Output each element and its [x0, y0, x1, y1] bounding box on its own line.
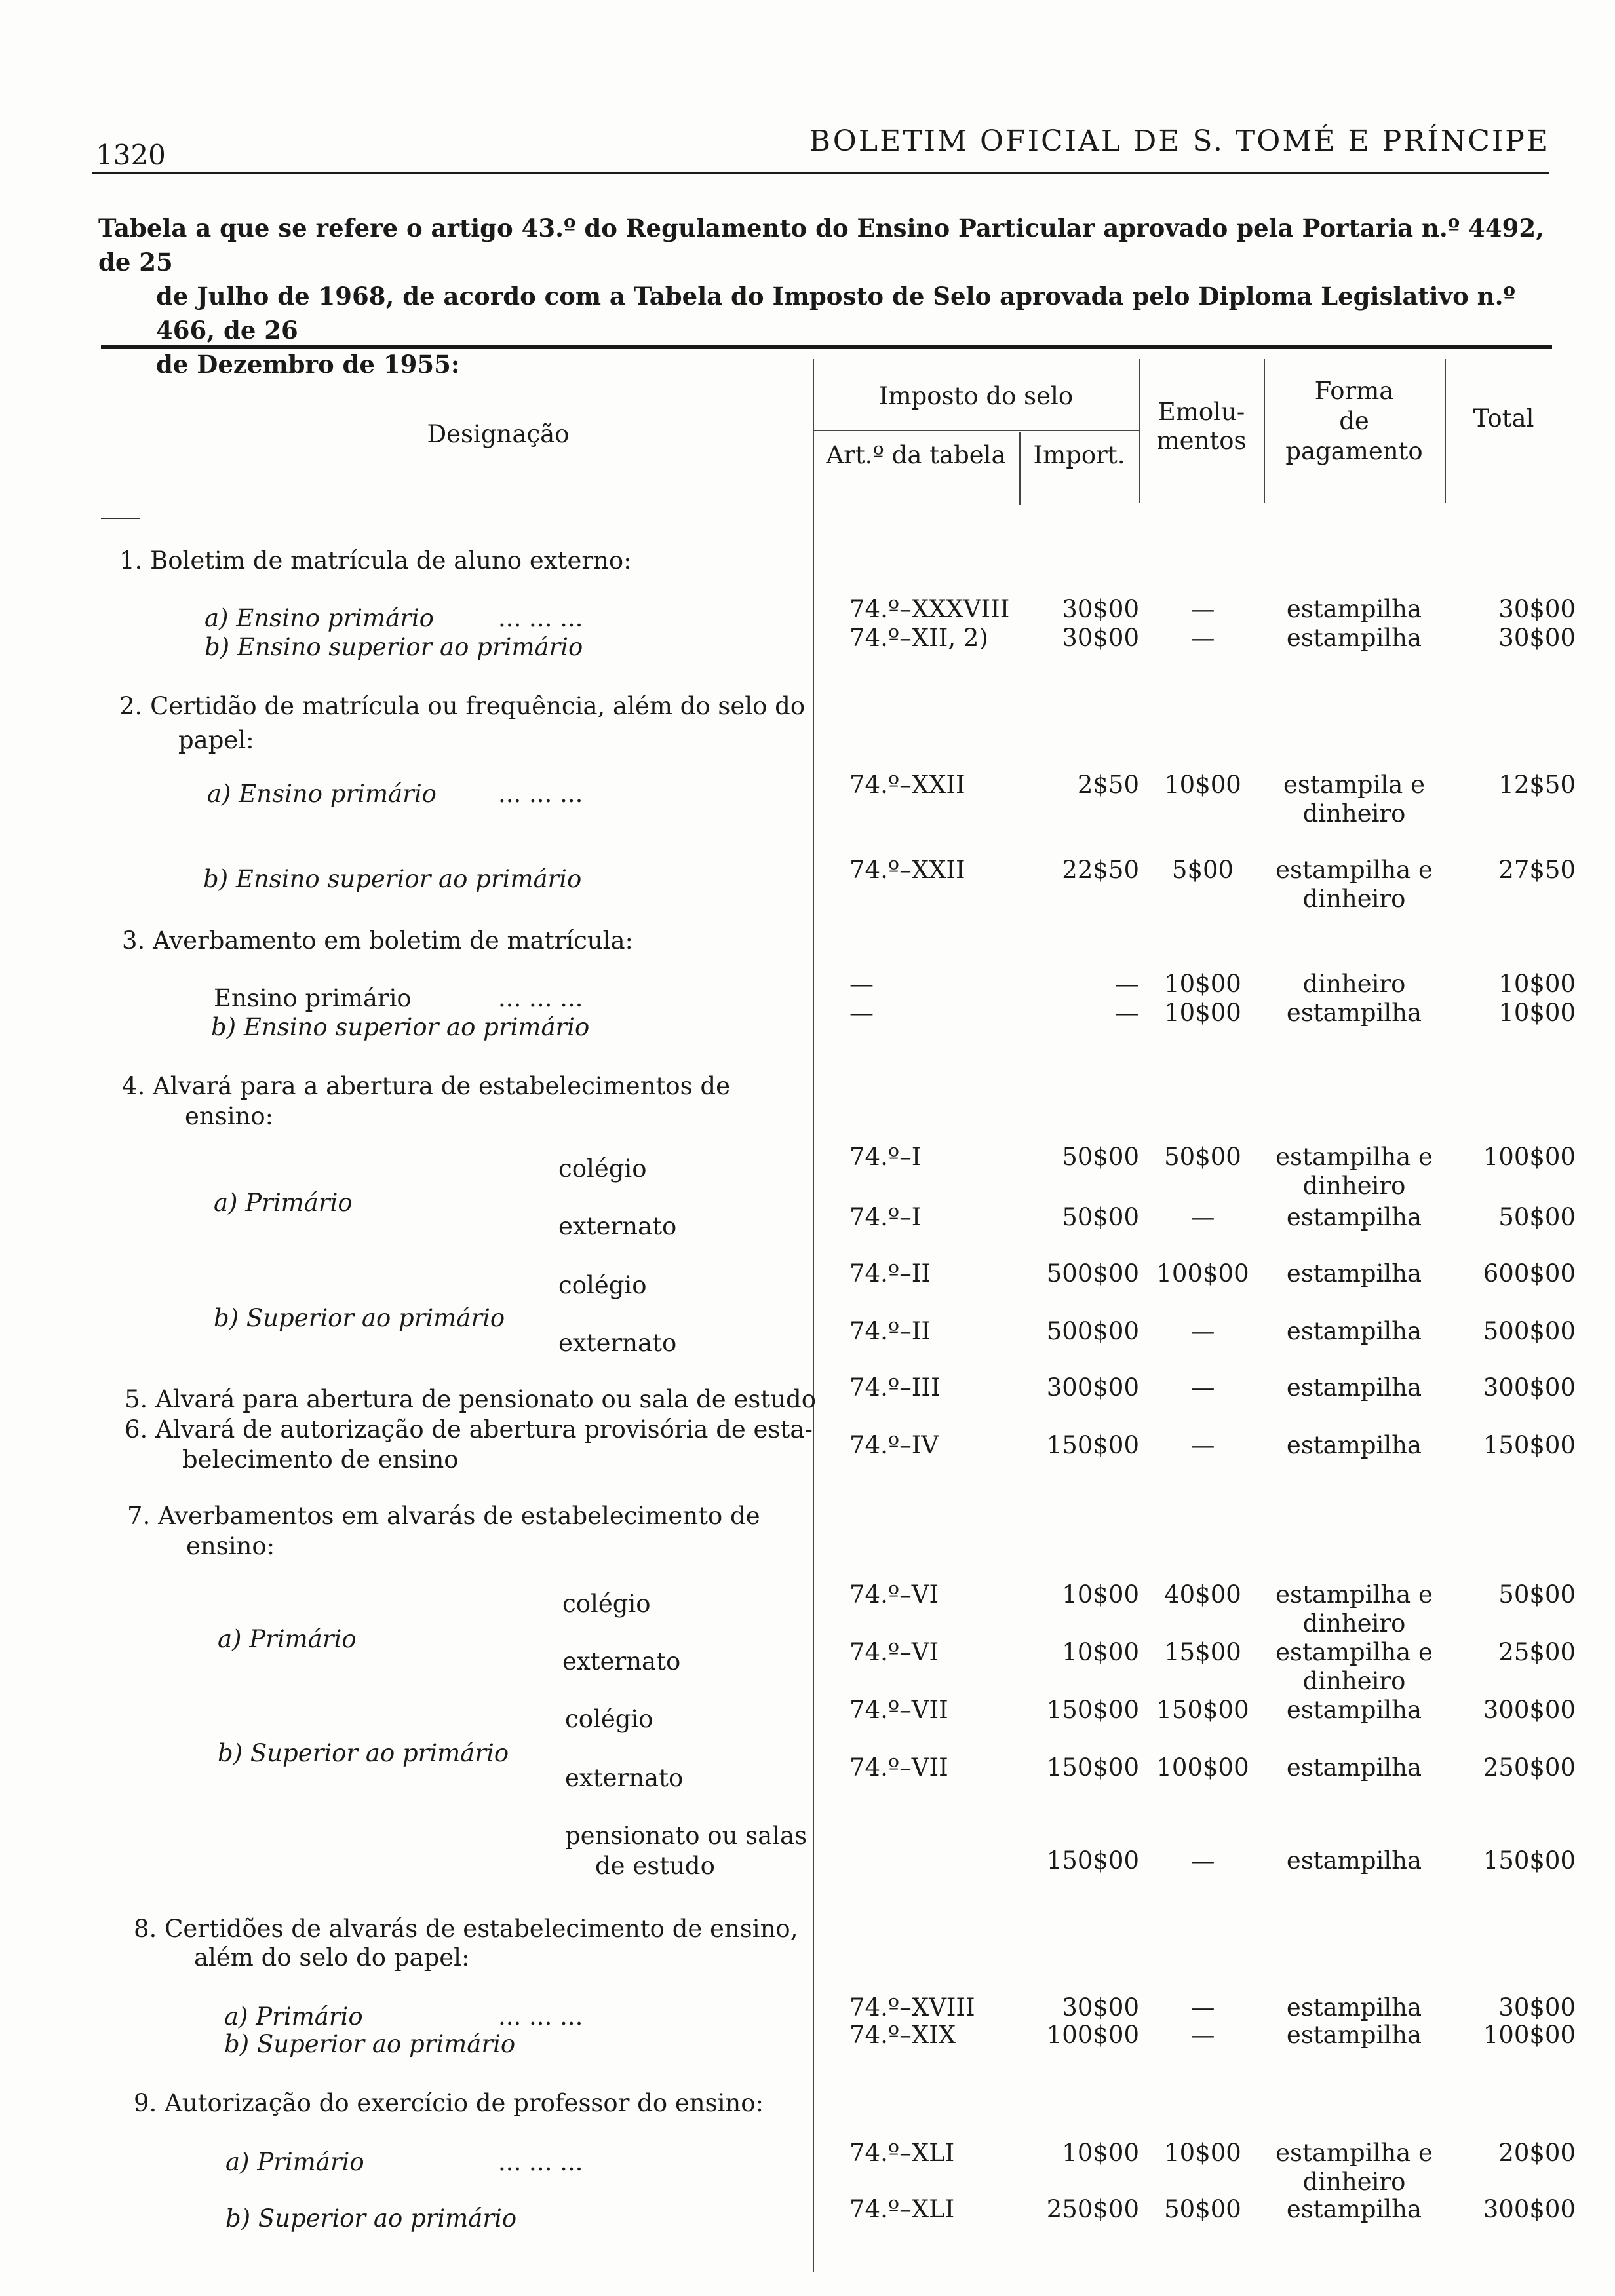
cell-art: 74.º–VII: [849, 1753, 948, 1782]
cell-imp: 50$00: [1062, 1203, 1139, 1231]
section-6a: 6. Alvará de autorização de abertura provisória de esta-: [125, 1415, 813, 1444]
cell-forma: estampilha: [1286, 595, 1422, 623]
cell-total: 30$00: [1498, 595, 1576, 623]
label-1a: a) Ensino primário: [204, 604, 434, 632]
cell-total: 300$00: [1483, 2195, 1576, 2223]
cell-total: 50$00: [1498, 1203, 1576, 1231]
cell-art: 74.º–I: [849, 1203, 922, 1231]
section-1: 1. Boletim de matrícula de aluno externo:: [119, 546, 632, 575]
cell-emol: —: [1190, 1846, 1215, 1875]
section-2a: 2. Certidão de matrícula ou frequência, além do selo do: [119, 692, 806, 720]
cell-emol: —: [1190, 1431, 1215, 1459]
cell-total: 300$00: [1483, 1696, 1576, 1724]
cell-forma-line2: dinheiro: [1302, 1172, 1406, 1200]
cell-forma-line2: dinheiro: [1302, 1609, 1406, 1637]
section-3: 3. Averbamento em boletim de matrícula:: [122, 927, 633, 955]
cell-total: 25$00: [1498, 1638, 1576, 1666]
label-4b: b) Superior ao primário: [214, 1304, 505, 1332]
cell-forma-line2: dinheiro: [1302, 885, 1406, 913]
cell-emol: 50$00: [1164, 2195, 1241, 2223]
cell-art: 74.º–VII: [849, 1696, 948, 1724]
cell-emol: —: [1190, 1373, 1215, 1402]
cell-forma: estampilha: [1286, 1373, 1422, 1402]
cell-total: 27$50: [1498, 856, 1576, 884]
cell-imp: 100$00: [1046, 2021, 1139, 2049]
cell-art: 74.º–XXXVIII: [849, 595, 1010, 623]
header-forma-3: pagamento: [1285, 437, 1423, 465]
label-9b: b) Superior ao primário: [225, 2204, 517, 2232]
cell-imp: —: [1115, 970, 1139, 998]
leader-dots: ... ... ...: [498, 780, 583, 808]
cell-imp: 50$00: [1062, 1143, 1139, 1171]
cell-forma: estampilha: [1286, 1753, 1422, 1782]
header-imposto: Imposto do selo: [878, 382, 1074, 410]
cell-total: 100$00: [1483, 1143, 1576, 1171]
leader-dots: ... ... ...: [498, 604, 583, 632]
header-emolumentos-2: mentos: [1156, 427, 1247, 455]
label-2a: a) Ensino primário: [207, 780, 437, 808]
section-9: 9. Autorização do exercício de professor do ensino:: [134, 2089, 764, 2117]
section-7a: 7. Averbamentos em alvarás de estabelecimento de: [127, 1502, 760, 1530]
cell-imp: 150$00: [1046, 1696, 1139, 1724]
cell-emol: 150$00: [1156, 1696, 1249, 1724]
cell-forma: estampilha: [1286, 2021, 1422, 2049]
leader-dots: ... ... ...: [498, 2148, 583, 2176]
header-total: Total: [1473, 404, 1534, 432]
cell-total: 20$00: [1498, 2139, 1576, 2167]
cell-imp: 10$00: [1062, 1638, 1139, 1666]
cell-forma-line2: dinheiro: [1302, 799, 1406, 828]
cell-emol: 10$00: [1164, 2139, 1241, 2167]
cell-total: 600$00: [1483, 1259, 1576, 1288]
cell-forma: estampilha: [1286, 2195, 1422, 2223]
cell-art: 74.º–XII, 2): [849, 624, 988, 652]
cell-total: 30$00: [1498, 1993, 1576, 2021]
cell-emol: —: [1190, 595, 1215, 623]
label-colegio: colégio: [562, 1590, 651, 1618]
cell-forma: estampilha e: [1275, 856, 1433, 884]
cell-emol: —: [1190, 1203, 1215, 1231]
section-8b: além do selo do papel:: [194, 1943, 470, 1972]
leader-dots: ... ... ...: [498, 984, 583, 1012]
cell-emol: —: [1190, 1317, 1215, 1345]
cell-forma: estampilha e: [1275, 1638, 1433, 1666]
cell-art: 74.º–XIX: [849, 2021, 956, 2049]
table-caption: [98, 211, 1557, 381]
section-6b: belecimento de ensino: [182, 1445, 459, 1474]
header-designacao: Designação: [427, 420, 570, 448]
cell-art: 74.º–I: [849, 1143, 922, 1171]
cell-total: 10$00: [1498, 999, 1576, 1027]
label-pensionato-1: pensionato ou salas: [565, 1822, 808, 1850]
label-2b: b) Ensino superior ao primário: [203, 865, 582, 893]
cell-imp: 22$50: [1062, 856, 1139, 884]
cell-total: 10$00: [1498, 970, 1576, 998]
cell-imp: 2$50: [1077, 771, 1139, 799]
label-7a: a) Primário: [218, 1625, 357, 1653]
caption-line-1: Tabela a que se refere o artigo 43.º do Regulamento do Ensino Particular aprovado pela Portaria n.º 4492, de 25: [98, 214, 1545, 277]
cell-total: 500$00: [1483, 1317, 1576, 1345]
cell-imp: 30$00: [1062, 595, 1139, 623]
table-top-rule: [101, 345, 1552, 349]
cell-forma: estampilha: [1286, 1203, 1422, 1231]
cell-emol: 15$00: [1164, 1638, 1241, 1666]
label-9a: a) Primário: [225, 2148, 364, 2176]
cell-forma: estampilha: [1286, 1317, 1422, 1345]
label-externato: externato: [558, 1329, 677, 1357]
cell-art: —: [849, 970, 874, 998]
cell-imp: 30$00: [1062, 624, 1139, 652]
cell-forma-line2: dinheiro: [1302, 2168, 1406, 2196]
cell-forma-line2: dinheiro: [1302, 1667, 1406, 1695]
header-forma-2: de: [1339, 407, 1369, 435]
col-divider-designacao: [813, 359, 814, 2272]
cell-total: 300$00: [1483, 1373, 1576, 1402]
cell-imp: 150$00: [1046, 1431, 1139, 1459]
cell-total: 250$00: [1483, 1753, 1576, 1782]
cell-art: 74.º–IV: [849, 1431, 939, 1459]
label-colegio: colégio: [558, 1155, 647, 1183]
cell-forma: estampila e: [1283, 771, 1425, 799]
running-head: BOLETIM OFICIAL DE S. TOMÉ E PRÍNCIPE: [809, 124, 1549, 158]
cell-forma: estampilha: [1286, 1696, 1422, 1724]
cell-imp: 500$00: [1046, 1317, 1139, 1345]
cell-emol: 5$00: [1171, 856, 1234, 884]
label-colegio: colégio: [565, 1705, 653, 1733]
body-start-rule: [101, 518, 140, 519]
cell-forma: estampilha: [1286, 1846, 1422, 1875]
label-externato: externato: [565, 1764, 684, 1792]
cell-total: 150$00: [1483, 1431, 1576, 1459]
label-externato: externato: [558, 1212, 677, 1240]
header-forma-1: Forma: [1314, 377, 1394, 405]
label-pensionato-2: de estudo: [595, 1852, 715, 1880]
page-number: 1320: [96, 139, 166, 171]
cell-imp: 10$00: [1062, 2139, 1139, 2167]
label-8a: a) Primário: [224, 2002, 363, 2031]
cell-art: 74.º–II: [849, 1259, 931, 1288]
header-rule: [92, 172, 1549, 174]
cell-art: 74.º–XLI: [849, 2195, 955, 2223]
cell-forma: estampilha: [1286, 624, 1422, 652]
cell-imp: 150$00: [1046, 1753, 1139, 1782]
cell-total: 12$50: [1498, 771, 1576, 799]
section-2b: papel:: [178, 726, 254, 754]
label-7b: b) Superior ao primário: [218, 1739, 509, 1767]
caption-line-2: de Julho de 1968, de acordo com a Tabela do Imposto de Selo aprovada pelo Diploma Legislativo n.º 466, de 26: [156, 282, 1515, 345]
label-3b: b) Ensino superior ao primário: [211, 1013, 590, 1041]
label-8b: b) Superior ao primário: [224, 2030, 516, 2058]
cell-forma: estampilha e: [1275, 2139, 1433, 2167]
cell-imp: 500$00: [1046, 1259, 1139, 1288]
cell-art: 74.º–XXII: [849, 771, 965, 799]
header-emolumentos-1: Emolu-: [1158, 398, 1245, 426]
label-externato: externato: [562, 1647, 681, 1675]
section-4a: 4. Alvará para a abertura de estabelecimentos de: [122, 1072, 730, 1100]
cell-art: 74.º–XVIII: [849, 1993, 975, 2021]
cell-emol: 40$00: [1164, 1580, 1241, 1609]
imposto-sub-rule: [813, 430, 1139, 431]
header-art-tabela: Art.º da tabela: [826, 441, 1006, 469]
cell-forma: estampilha: [1286, 1993, 1422, 2021]
cell-imp: 10$00: [1062, 1580, 1139, 1609]
section-4b: ensino:: [185, 1102, 274, 1130]
cell-art: 74.º–VI: [849, 1580, 939, 1609]
cell-forma: estampilha: [1286, 1259, 1422, 1288]
cell-imp: 150$00: [1046, 1846, 1139, 1875]
cell-art: —: [849, 999, 874, 1027]
cell-emol: 10$00: [1164, 771, 1241, 799]
cell-emol: 50$00: [1164, 1143, 1241, 1171]
leader-dots: ... ... ...: [498, 2002, 583, 2031]
cell-forma: estampilha e: [1275, 1580, 1433, 1609]
section-8a: 8. Certidões de alvarás de estabelecimento de ensino,: [134, 1915, 798, 1943]
cell-total: 150$00: [1483, 1846, 1576, 1875]
cell-imp: 250$00: [1046, 2195, 1139, 2223]
cell-art: 74.º–VI: [849, 1638, 939, 1666]
cell-emol: 100$00: [1156, 1259, 1249, 1288]
caption-line-3: de Dezembro de 1955:: [156, 350, 460, 379]
cell-imp: —: [1115, 999, 1139, 1027]
section-5: 5. Alvará para abertura de pensionato ou sala de estudo: [125, 1385, 816, 1413]
cell-imp: 300$00: [1046, 1373, 1139, 1402]
cell-forma: estampilha e: [1275, 1143, 1433, 1171]
cell-emol: —: [1190, 624, 1215, 652]
cell-emol: —: [1190, 2021, 1215, 2049]
cell-forma: estampilha: [1286, 999, 1422, 1027]
cell-total: 100$00: [1483, 2021, 1576, 2049]
cell-art: 74.º–III: [849, 1373, 941, 1402]
cell-total: 50$00: [1498, 1580, 1576, 1609]
cell-emol: —: [1190, 1993, 1215, 2021]
cell-forma: dinheiro: [1302, 970, 1406, 998]
cell-emol: 10$00: [1164, 999, 1241, 1027]
section-7b: ensino:: [186, 1532, 275, 1560]
cell-imp: 30$00: [1062, 1993, 1139, 2021]
label-1b: b) Ensino superior ao primário: [204, 633, 583, 661]
cell-art: 74.º–XLI: [849, 2139, 955, 2167]
label-3a: Ensino primário: [214, 984, 412, 1012]
cell-forma: estampilha: [1286, 1431, 1422, 1459]
cell-emol: 100$00: [1156, 1753, 1249, 1782]
cell-total: 30$00: [1498, 624, 1576, 652]
header-import: Import.: [1033, 441, 1125, 469]
cell-emol: 10$00: [1164, 970, 1241, 998]
cell-art: 74.º–II: [849, 1317, 931, 1345]
cell-art: 74.º–XXII: [849, 856, 965, 884]
label-colegio: colégio: [558, 1271, 647, 1299]
label-4a: a) Primário: [214, 1189, 353, 1217]
